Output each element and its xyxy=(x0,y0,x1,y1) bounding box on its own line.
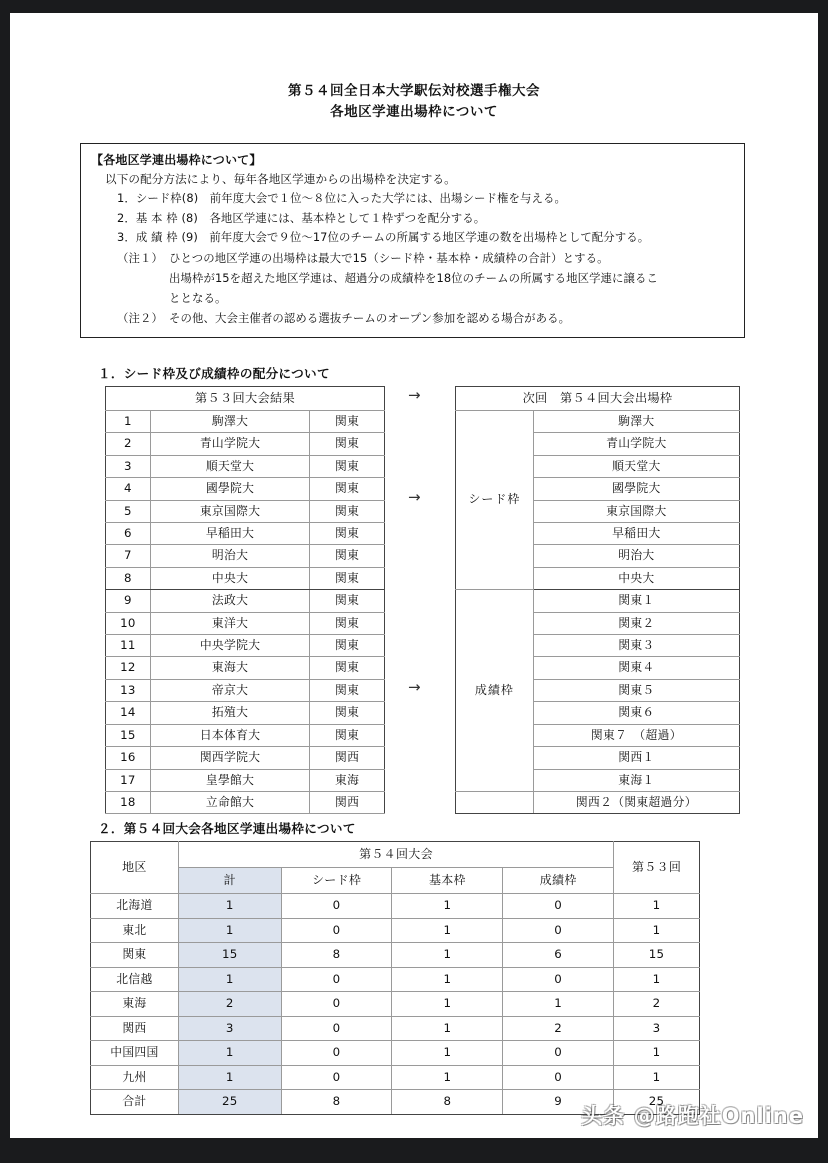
cell-total: 15 xyxy=(178,943,281,968)
cell-region: 関東 xyxy=(310,478,385,500)
cell-team: 國學院大 xyxy=(533,478,739,500)
cell-university: 東京国際大 xyxy=(150,500,309,522)
cell-region: 関東 xyxy=(310,590,385,612)
left-table-header: 第５３回大会結果 xyxy=(106,387,385,411)
cell-result: 1 xyxy=(503,992,614,1017)
cell-team: 早稲田大 xyxy=(533,523,739,545)
cell-seed: 0 xyxy=(281,967,392,992)
cell-team: 関西１ xyxy=(533,747,739,769)
header-area: 地区 xyxy=(91,842,179,894)
cell-seed: 0 xyxy=(281,992,392,1017)
cell-university: 國學院大 xyxy=(150,478,309,500)
table-row xyxy=(106,769,385,791)
cell-university: 早稲田大 xyxy=(150,523,309,545)
note-1-line2: 出場枠が15を超えた地区学連は、超過分の成績枠を18位のチームの所属する地区学連に譲るこ xyxy=(169,270,659,285)
cell-rank: 15 xyxy=(106,724,151,746)
cell-basic: 1 xyxy=(392,1016,503,1041)
cell-university: 駒澤大 xyxy=(150,411,309,433)
cell-rank: 3 xyxy=(106,455,151,477)
notice-lead: 以下の配分方法により、毎年各地区学連からの出場枠を決定する。 xyxy=(105,172,456,186)
cell-previous: 25 xyxy=(614,1090,700,1115)
cell-university: 明治大 xyxy=(150,545,309,567)
table-row xyxy=(106,433,385,455)
table-header-row xyxy=(106,387,385,411)
note-1-line2-row xyxy=(91,268,734,288)
cell-region: 関東 xyxy=(310,679,385,701)
table-row xyxy=(456,411,740,433)
cell-total: 2 xyxy=(178,992,281,1017)
note-1-line3-row xyxy=(91,288,734,308)
cell-team: 東京国際大 xyxy=(533,500,739,522)
cell-team: 関東２ xyxy=(533,612,739,634)
table-row xyxy=(91,1041,700,1066)
cell-university: 中央大 xyxy=(150,567,309,589)
cell-team: 駒澤大 xyxy=(533,411,739,433)
note-1 xyxy=(91,248,734,268)
cell-area: 東海 xyxy=(91,992,179,1017)
cell-university: 中央学院大 xyxy=(150,635,309,657)
cell-result: 0 xyxy=(503,918,614,943)
cell-region: 関東 xyxy=(310,612,385,634)
cell-basic: 1 xyxy=(392,1041,503,1066)
table-row xyxy=(106,724,385,746)
cell-basic: 1 xyxy=(392,894,503,919)
cell-seed: 8 xyxy=(281,1090,392,1115)
cell-basic: 8 xyxy=(392,1090,503,1115)
note-2 xyxy=(91,308,734,328)
cell-rank: 1 xyxy=(106,411,151,433)
cell-region: 関西 xyxy=(310,791,385,813)
header-result: 成績枠 xyxy=(503,868,614,894)
table-row xyxy=(106,567,385,589)
cell-area: 東北 xyxy=(91,918,179,943)
notice-item-result-num: 3．成 績 枠 (9) xyxy=(117,230,198,244)
notice-item-basic xyxy=(91,209,734,229)
cell-team: 関東４ xyxy=(533,657,739,679)
cell-team: 順天堂大 xyxy=(533,455,739,477)
cell-university: 東海大 xyxy=(150,657,309,679)
cell-team: 青山学院大 xyxy=(533,433,739,455)
cell-region: 関東 xyxy=(310,635,385,657)
cell-total: 1 xyxy=(178,894,281,919)
cell-result: 2 xyxy=(503,1016,614,1041)
cell-previous: 1 xyxy=(614,894,700,919)
header-current-tournament: 第５４回大会 xyxy=(178,842,613,868)
notice-item-result xyxy=(91,228,734,248)
cell-region: 関東 xyxy=(310,657,385,679)
cell-region: 関東 xyxy=(310,523,385,545)
table-row xyxy=(91,894,700,919)
cell-seed: 0 xyxy=(281,1041,392,1066)
cell-university: 法政大 xyxy=(150,590,309,612)
cell-area: 北海道 xyxy=(91,894,179,919)
cell-previous: 3 xyxy=(614,1016,700,1041)
cell-university: 皇學館大 xyxy=(150,769,309,791)
cell-region: 関西 xyxy=(310,747,385,769)
header-previous-tournament: 第５３回 xyxy=(614,842,700,894)
notice-item-result-text: 前年度大会で９位～17位のチームの所属する地区学連の数を出場枠として配分する。 xyxy=(197,230,650,244)
cell-rank: 14 xyxy=(106,702,151,724)
table-header-row-2 xyxy=(91,868,700,894)
table-row xyxy=(106,612,385,634)
cell-university: 拓殖大 xyxy=(150,702,309,724)
section-1-heading: １．シード枠及び成績枠の配分について xyxy=(98,366,330,381)
table-row xyxy=(91,918,700,943)
cell-rank: 7 xyxy=(106,545,151,567)
cell-result: 0 xyxy=(503,894,614,919)
note-2-tag: （注２） xyxy=(117,310,163,325)
cell-result: 9 xyxy=(503,1090,614,1115)
table-row xyxy=(106,747,385,769)
cell-rank: 18 xyxy=(106,791,151,813)
cell-basic: 1 xyxy=(392,1065,503,1090)
document-title xyxy=(10,13,818,123)
cell-rank: 5 xyxy=(106,500,151,522)
cell-team: 東海１ xyxy=(533,769,739,791)
notice-item-seed-text: 前年度大会で１位～８位に入った大学には、出場シード権を与える。 xyxy=(198,191,566,205)
cell-previous: 1 xyxy=(614,967,700,992)
cell-result: 0 xyxy=(503,1065,614,1090)
notice-item-seed xyxy=(91,189,734,209)
cell-area: 合計 xyxy=(91,1090,179,1115)
table-row xyxy=(456,590,740,612)
table-row xyxy=(106,545,385,567)
table-row xyxy=(106,455,385,477)
cell-rank: 2 xyxy=(106,433,151,455)
table-row xyxy=(91,992,700,1017)
cell-rank: 10 xyxy=(106,612,151,634)
table-row xyxy=(91,943,700,968)
cell-region: 関東 xyxy=(310,724,385,746)
table-row xyxy=(106,635,385,657)
cell-basic: 1 xyxy=(392,967,503,992)
cell-region: 東海 xyxy=(310,769,385,791)
cell-university: 立命館大 xyxy=(150,791,309,813)
table-row xyxy=(91,967,700,992)
table-row xyxy=(106,411,385,433)
table-row xyxy=(106,590,385,612)
cell-previous: 2 xyxy=(614,992,700,1017)
cell-seed: 0 xyxy=(281,1065,392,1090)
cell-area: 北信越 xyxy=(91,967,179,992)
document-page xyxy=(10,13,818,1138)
notice-item-seed-num: 1．シード枠(8) xyxy=(117,191,199,205)
cell-team: 関東５ xyxy=(533,679,739,701)
cell-basic: 1 xyxy=(392,918,503,943)
cell-university: 日本体育大 xyxy=(150,724,309,746)
cell-empty xyxy=(456,791,534,813)
cell-region: 関東 xyxy=(310,500,385,522)
cell-region: 関東 xyxy=(310,455,385,477)
cell-rank: 6 xyxy=(106,523,151,545)
cell-seed-label: シード枠 xyxy=(456,411,534,590)
title-line-1: 第５４回全日本大学駅伝対校選手権大会 xyxy=(288,83,540,99)
note-1-tag: （注１） xyxy=(117,250,163,265)
section-2-heading: ２．第５４回大会各地区学連出場枠について xyxy=(98,821,356,836)
cell-university: 東洋大 xyxy=(150,612,309,634)
table-row xyxy=(106,679,385,701)
cell-university: 青山学院大 xyxy=(150,433,309,455)
watermark: 头条 @路跑社Online xyxy=(581,1104,804,1128)
note-2-line1: その他、大会主催者の認める選抜チームのオープン参加を認める場合がある。 xyxy=(169,310,571,325)
table-row xyxy=(106,523,385,545)
cell-region: 関東 xyxy=(310,702,385,724)
cell-team: 中央大 xyxy=(533,567,739,589)
cell-seed: 0 xyxy=(281,1016,392,1041)
note-1-line1: ひとつの地区学連の出場枠は最大で15（シード枠・基本枠・成績枠の合計）とする。 xyxy=(169,250,609,265)
cell-result-label: 成績枠 xyxy=(456,590,534,792)
cell-region: 関東 xyxy=(310,433,385,455)
cell-basic: 1 xyxy=(392,943,503,968)
cell-total: 3 xyxy=(178,1016,281,1041)
cell-rank: 17 xyxy=(106,769,151,791)
cell-seed: 0 xyxy=(281,894,392,919)
cell-previous: 1 xyxy=(614,1065,700,1090)
cell-university: 関西学院大 xyxy=(150,747,309,769)
cell-total: 1 xyxy=(178,1065,281,1090)
cell-result: 0 xyxy=(503,1041,614,1066)
table-row xyxy=(91,1016,700,1041)
notice-item-basic-num: 2．基 本 枠 (8) xyxy=(117,210,198,225)
cell-region: 関東 xyxy=(310,545,385,567)
cell-total: 1 xyxy=(178,918,281,943)
cell-area: 関東 xyxy=(91,943,179,968)
notice-box xyxy=(80,143,745,338)
table-row xyxy=(91,1065,700,1090)
header-total: 計 xyxy=(178,868,281,894)
cell-previous: 1 xyxy=(614,1041,700,1066)
cell-result: 0 xyxy=(503,967,614,992)
cell-previous: 1 xyxy=(614,918,700,943)
cell-university: 帝京大 xyxy=(150,679,309,701)
cell-seed: 8 xyxy=(281,943,392,968)
cell-result: 6 xyxy=(503,943,614,968)
cell-area: 中国四国 xyxy=(91,1041,179,1066)
cell-previous: 15 xyxy=(614,943,700,968)
table-row-extra xyxy=(456,791,740,813)
cell-rank: 16 xyxy=(106,747,151,769)
note-1-line3: ととなる。 xyxy=(169,290,227,305)
cell-area: 関西 xyxy=(91,1016,179,1041)
table-row xyxy=(106,478,385,500)
cell-university: 順天堂大 xyxy=(150,455,309,477)
cell-rank: 11 xyxy=(106,635,151,657)
table-regional-slots xyxy=(90,841,700,1115)
cell-region: 関東 xyxy=(310,411,385,433)
table-header-row-1 xyxy=(91,842,700,868)
notice-item-basic-text: 各地区学連には、基本枠として１枠ずつを配分する。 xyxy=(197,210,486,225)
notice-heading: 【各地区学連出場枠について】 xyxy=(91,153,262,167)
cell-region: 関東 xyxy=(310,567,385,589)
table-row xyxy=(106,702,385,724)
cell-rank: 12 xyxy=(106,657,151,679)
arrow-icon-1: → xyxy=(408,386,421,404)
arrow-icon-3: → xyxy=(408,678,421,696)
cell-total: 1 xyxy=(178,967,281,992)
cell-total: 25 xyxy=(178,1090,281,1115)
cell-basic: 1 xyxy=(392,992,503,1017)
title-line-2: 各地区学連出場枠について xyxy=(330,104,498,120)
header-seed: シード枠 xyxy=(281,868,392,894)
cell-rank: 9 xyxy=(106,590,151,612)
cell-rank: 8 xyxy=(106,567,151,589)
cell-team: 関東６ xyxy=(533,702,739,724)
cell-extra-slot: 関西２（関東超過分） xyxy=(533,791,739,813)
cell-team: 明治大 xyxy=(533,545,739,567)
cell-team: 関東３ xyxy=(533,635,739,657)
right-table-header: 次回 第５４回大会出場枠 xyxy=(456,387,740,411)
cell-rank: 13 xyxy=(106,679,151,701)
table-53rd-results xyxy=(105,386,385,814)
cell-total: 1 xyxy=(178,1041,281,1066)
header-basic: 基本枠 xyxy=(392,868,503,894)
table-row xyxy=(106,657,385,679)
table-54th-slots xyxy=(455,386,740,814)
cell-team: 関東７ （超過） xyxy=(533,724,739,746)
cell-seed: 0 xyxy=(281,918,392,943)
cell-rank: 4 xyxy=(106,478,151,500)
cell-team: 関東１ xyxy=(533,590,739,612)
table-header-row xyxy=(456,387,740,411)
table-row xyxy=(106,500,385,522)
cell-area: 九州 xyxy=(91,1065,179,1090)
arrow-icon-2: → xyxy=(408,488,421,506)
table-row xyxy=(106,791,385,813)
